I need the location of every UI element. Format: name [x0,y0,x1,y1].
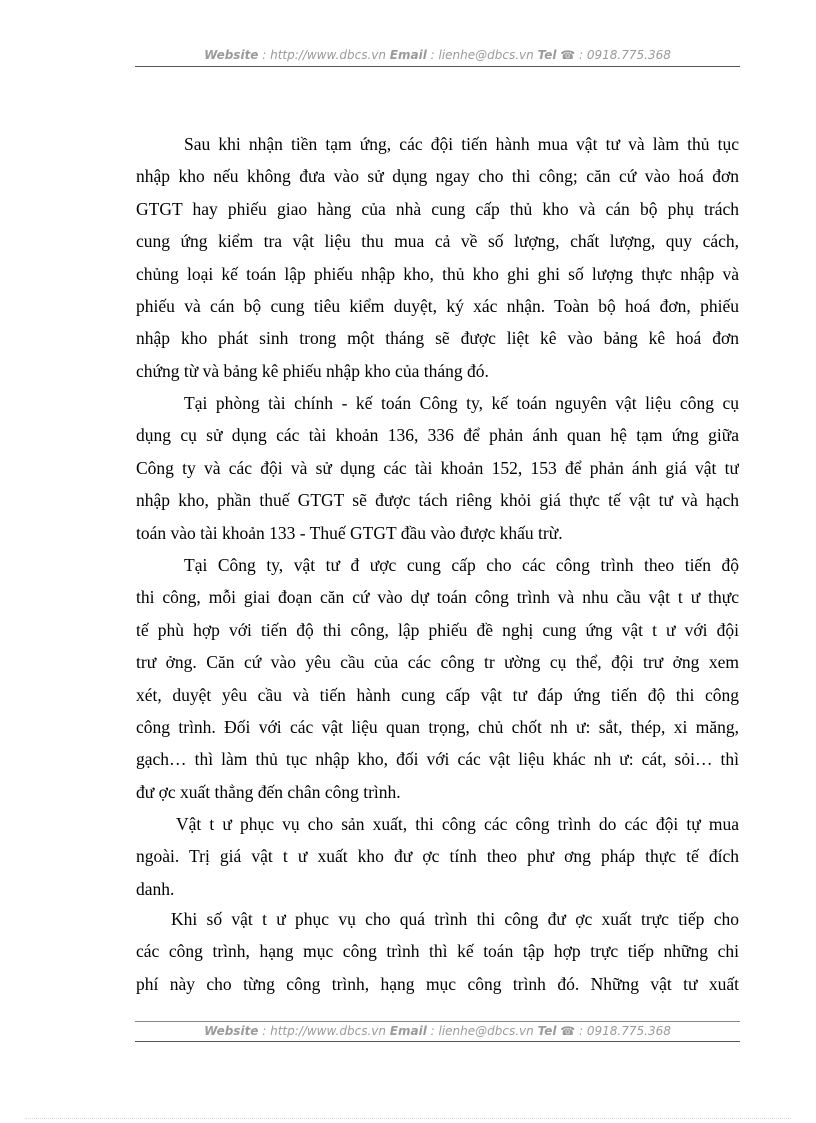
paragraph-line: phiếu và cán bộ cung tiêu kiểm duyệt, ký xác nhận. Toàn bộ hoá đơn, phiếu [136,295,739,316]
paragraph-line: nhập kho, phần thuế GTGT sẽ được tách riêng khỏi giá thực tế vật tư và hạch [136,490,739,511]
header-email-value: : lienhe@dbcs.vn [426,48,538,62]
page-footer [135,1024,740,1038]
header-divider [135,66,740,67]
paragraph-line: toán vào tài khoản 133 - Thuế GTGT đầu vào được khấu trừ. [136,522,563,543]
paragraph-line: nhập kho nếu không đưa vào sử dụng ngay cho thi công; căn cứ vào hoá đơn [136,166,739,187]
paragraph-line: Tại Công ty, vật tư đ ược cung cấp cho các công trình theo tiến độ [184,555,739,575]
paragraph-line: đư ợc xuất thẳng đến chân công trình. [136,781,401,802]
paragraph-line: tế phù hợp với tiến độ thi công, lập phiếu đề nghị cung ứng vật t ư với đội [136,619,739,640]
paragraph-line: trư ởng. Căn cứ vào yêu cầu của các công tr ường cụ thể, đội trư ởng xem [136,652,739,673]
paragraph-line: GTGT hay phiếu giao hàng của nhà cung cấp thủ kho và cán bộ phụ trách [136,198,739,219]
paragraph-line: nhập kho phát sinh trong một tháng sẽ được liệt kê vào bảng kê hoá đơn [136,328,739,349]
paragraph-line: chủng loại kế toán lập phiếu nhập kho, thủ kho ghi ghi số lượng thực nhập và [136,263,739,284]
footer-bottom-divider [135,1041,740,1042]
paragraph-line: công trình. Đối với các vật liệu quan trọng, chủ chốt nh ư: sắt, thép, xi măng, [136,716,739,737]
header-tel-label: Tel [537,48,557,62]
header-tel-value: ☎ : 0918.775.368 [556,48,671,62]
footer-email-value: : lienhe@dbcs.vn [426,1024,538,1038]
paragraph-line: các công trình, hạng mục công trình thì kế toán tập hợp trực tiếp những chi [136,941,739,962]
paragraph-2 [136,387,739,549]
paragraph-line: chứng từ và bảng kê phiếu nhập kho của tháng đó. [136,360,489,381]
paragraph-line: thi công, mỗi giai đoạn căn cứ vào dự toán công trình và nhu cầu vật t ư thực [136,587,739,608]
paragraph-1 [136,128,739,387]
paragraph-line: Tại phòng tài chính - kế toán Công ty, kế toán nguyên vật liệu công cụ [184,393,739,413]
footer-top-divider [135,1021,740,1022]
paragraph-line: Sau khi nhận tiền tạm ứng, các đội tiến hành mua vật tư và làm thủ tục [184,134,739,154]
page-bottom-border [25,1118,791,1119]
paragraph-line: danh. [136,878,175,899]
footer-website-value: : http://www.dbcs.vn [258,1024,390,1038]
paragraph-line: xét, duyệt yêu cầu và tiến hành cung cấp vật tư đáp ứng tiến độ thi công [136,684,739,705]
paragraph-line: ngoài. Trị giá vật t ư xuất kho đư ợc tính theo phư ơng pháp thực tế đích [136,846,739,867]
paragraph-line: gạch… thì làm thủ tục nhập kho, đối với các vật liệu khác nh ư: cát, sỏi… thì [136,749,739,770]
header-website-value: : http://www.dbcs.vn [258,48,390,62]
paragraph-line: dụng cụ sử dụng các tài khoản 136, 336 để phản ánh quan hệ tạm ứng giữa [136,425,739,446]
paragraph-line: Công ty và các đội và sử dụng các tài khoản 152, 153 để phản ánh giá vật tư [136,457,739,478]
footer-website-label: Website [204,1024,259,1038]
paragraph-3 [136,549,739,808]
paragraph-line: phí này cho từng công trình, hạng mục công trình đó. Những vật tư xuất [136,973,739,994]
paragraph-line: Vật t ư phục vụ cho sản xuất, thi công các công trình do các đội tự mua [176,814,739,834]
paragraph-4 [136,808,739,905]
header-website-label: Website [204,48,259,62]
paragraph-5 [136,903,739,1000]
paragraph-line: cung ứng kiểm tra vật liệu thu mua cả về số lượng, chất lượng, quy cách, [136,231,739,252]
page-header [135,48,740,62]
header-email-label: Email [389,48,427,62]
paragraph-line: Khi số vật t ư phục vụ cho quá trình thi công đư ợc xuất trực tiếp cho [171,909,739,929]
footer-tel-label: Tel [537,1024,557,1038]
footer-email-label: Email [389,1024,427,1038]
footer-tel-value: ☎ : 0918.775.368 [556,1024,671,1038]
